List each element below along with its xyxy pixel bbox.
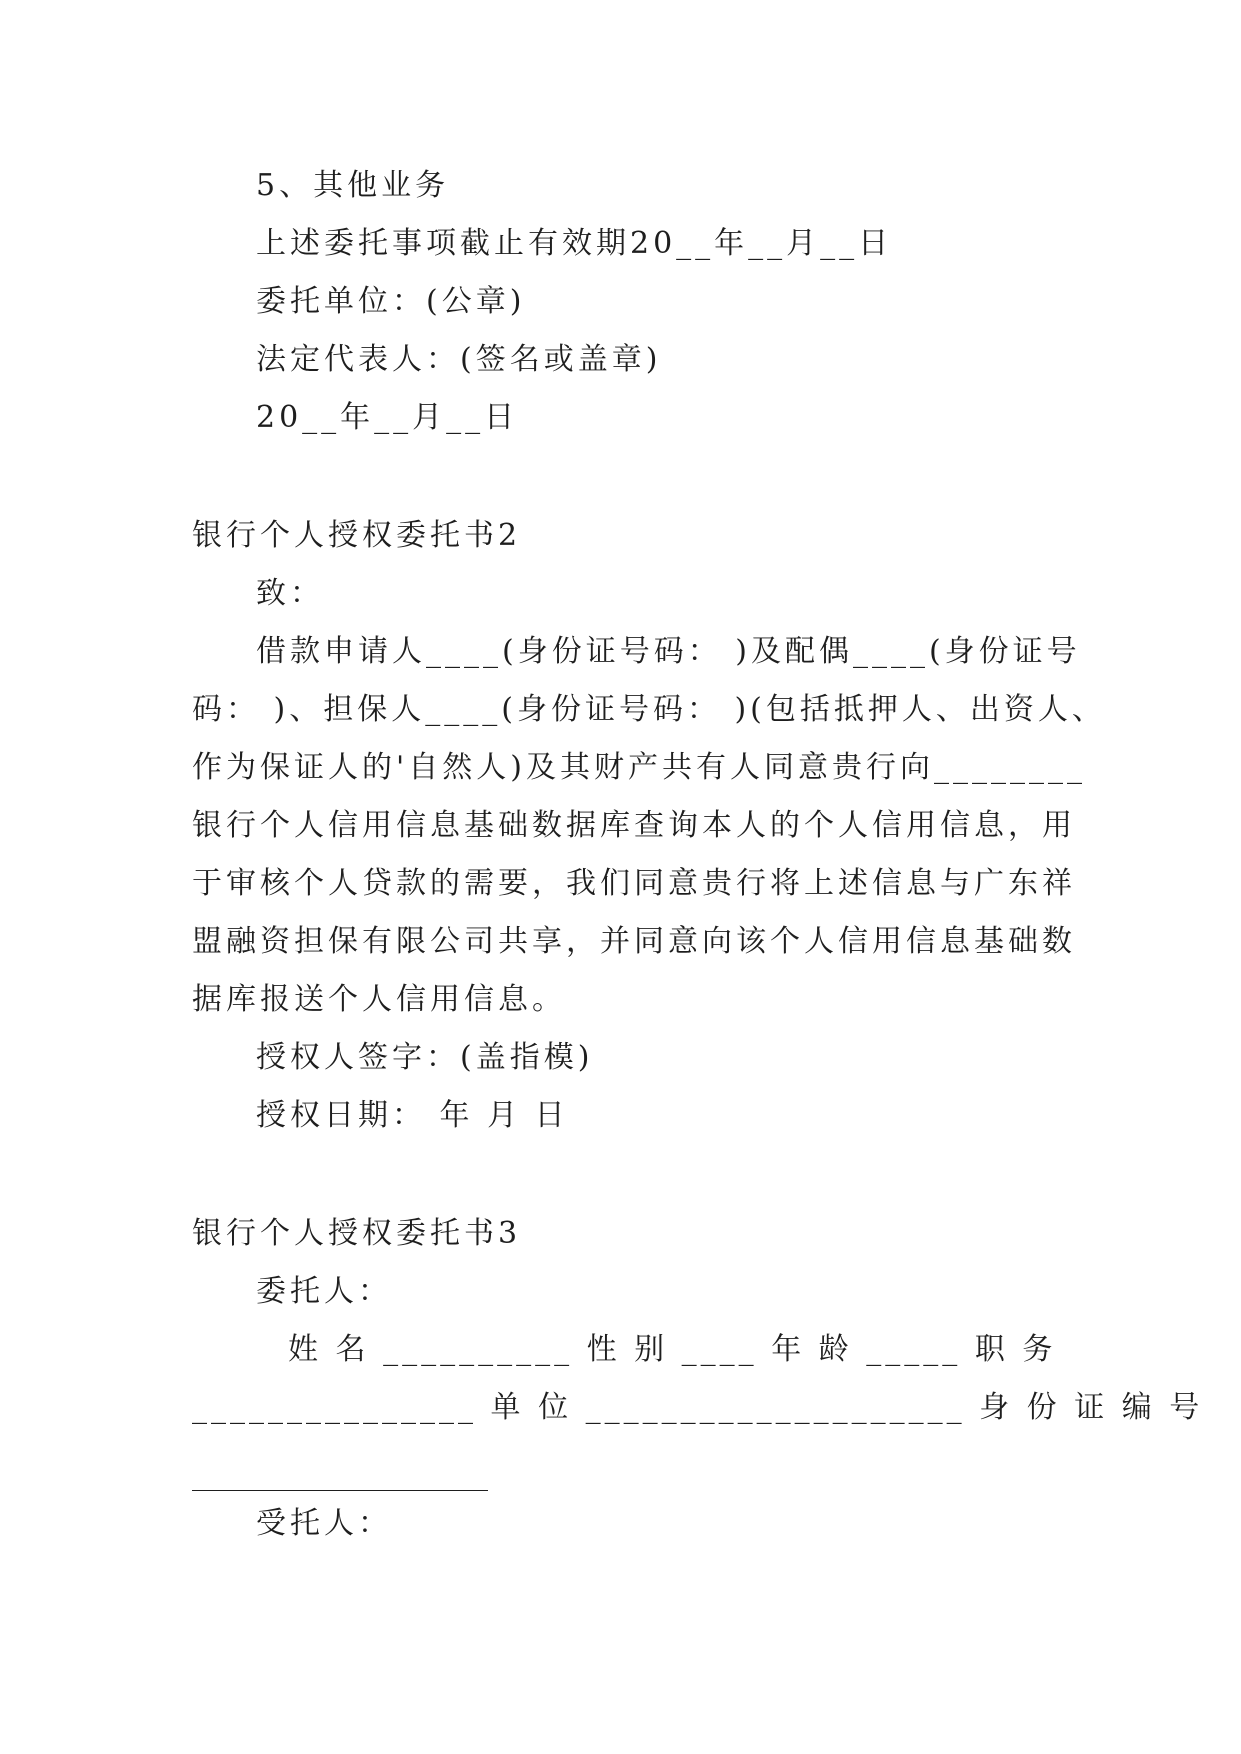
section-title-2: 银行个人授权委托书2 bbox=[192, 518, 522, 553]
paragraph-line: 借款申请人____(身份证号码： )及配偶____(身份证号 bbox=[256, 634, 1081, 669]
paragraph-line: 作为保证人的'自然人)及其财产共有人同意贵行向________ bbox=[192, 750, 1086, 785]
principal-info-row-2: _______________ 单 位 ____________________ 身 份 证 编 号 bbox=[192, 1390, 1204, 1425]
blank-underline bbox=[192, 1490, 488, 1491]
authorizer-signature-line: 授权人签字：(盖指模) bbox=[256, 1040, 594, 1075]
agent-label: 受托人： bbox=[256, 1506, 392, 1541]
paragraph-line: 盟融资担保有限公司共享，并同意向该个人信用信息基础数 bbox=[192, 924, 1076, 959]
principal-info-row-1: 姓 名 __________ 性 别 ____ 年 龄 _____ 职 务 bbox=[288, 1332, 1057, 1367]
validity-period-line: 上述委托事项截止有效期20__年__月__日 bbox=[256, 226, 893, 261]
paragraph-line: 据库报送个人信用信息。 bbox=[192, 982, 566, 1017]
list-item-other-business: 5、其他业务 bbox=[256, 168, 450, 203]
principal-label: 委托人： bbox=[256, 1274, 392, 1309]
paragraph-line: 码： )、担保人____(身份证号码： )(包括抵押人、出资人、 bbox=[192, 692, 1106, 727]
section-title-3: 银行个人授权委托书3 bbox=[192, 1216, 522, 1251]
entrusting-unit-line: 委托单位：(公章) bbox=[256, 284, 526, 319]
salutation: 致： bbox=[256, 576, 324, 611]
date-line: 20__年__月__日 bbox=[256, 400, 519, 435]
paragraph-line: 银行个人信用信息基础数据库查询本人的个人信用信息，用 bbox=[192, 808, 1076, 843]
legal-representative-line: 法定代表人：(签名或盖章) bbox=[256, 342, 662, 377]
authorization-date-line: 授权日期： 年 月 日 bbox=[256, 1098, 569, 1133]
paragraph-line: 于审核个人贷款的需要，我们同意贵行将上述信息与广东祥 bbox=[192, 866, 1076, 901]
